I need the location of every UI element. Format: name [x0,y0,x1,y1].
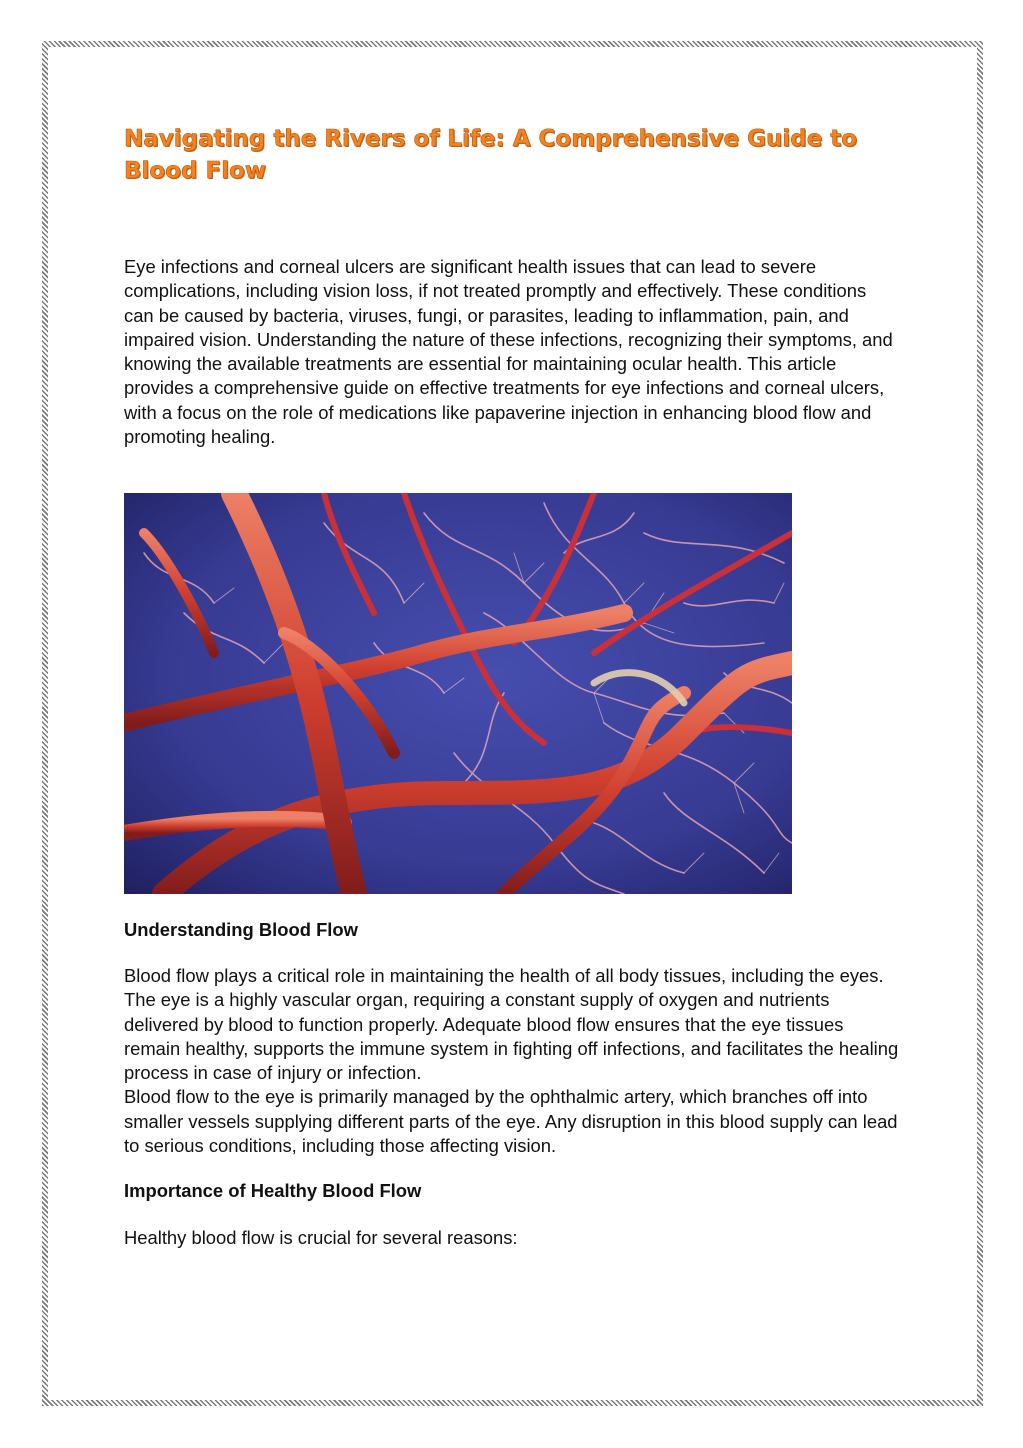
page-title: Navigating the Rivers of Life: A Comprehensive Guide to Blood Flow [124,126,858,184]
section-heading-understanding: Understanding Blood Flow [124,919,358,940]
section-heading-importance: Importance of Healthy Blood Flow [124,1180,422,1201]
paragraph: Blood flow plays a critical role in maintaining the health of all body tissues, including the eyes. The eye is a highly vascular organ, requiring a constant supply of oxygen and nutrients delivered by blood to function properly. Adequate blood flow ensures that the eye tissues remain healthy, supports the immune system in fighting off infections, and facilitates the healing process in case of injury or infection. [124,965,899,1084]
section-body-understanding [124,964,899,1158]
section-body-importance: Healthy blood flow is crucial for several reasons: [124,1227,518,1248]
paragraph: Blood flow to the eye is primarily managed by the ophthalmic artery, which branches off into smaller vessels supplying different parts of the eye. Any disruption in this blood supply can lead to serious conditions, including those affecting vision. [124,1086,898,1157]
blood-vessels-image [124,493,792,894]
intro-paragraph: Eye infections and corneal ulcers are significant health issues that can lead to severe complications, including vision loss, if not treated promptly and effectively. These conditions can be caused by bacteria, viruses, fungi, or parasites, leading to inflammation, pain, and impaired vision. Understanding the nature of these infections, recognizing their symptoms, and knowing the available treatments are essential for maintaining ocular health. This article provides a comprehensive guide on effective treatments for eye infections and corneal ulcers, with a focus on the role of medications like papaverine injection in enhancing blood flow and promoting healing. [124,256,893,448]
